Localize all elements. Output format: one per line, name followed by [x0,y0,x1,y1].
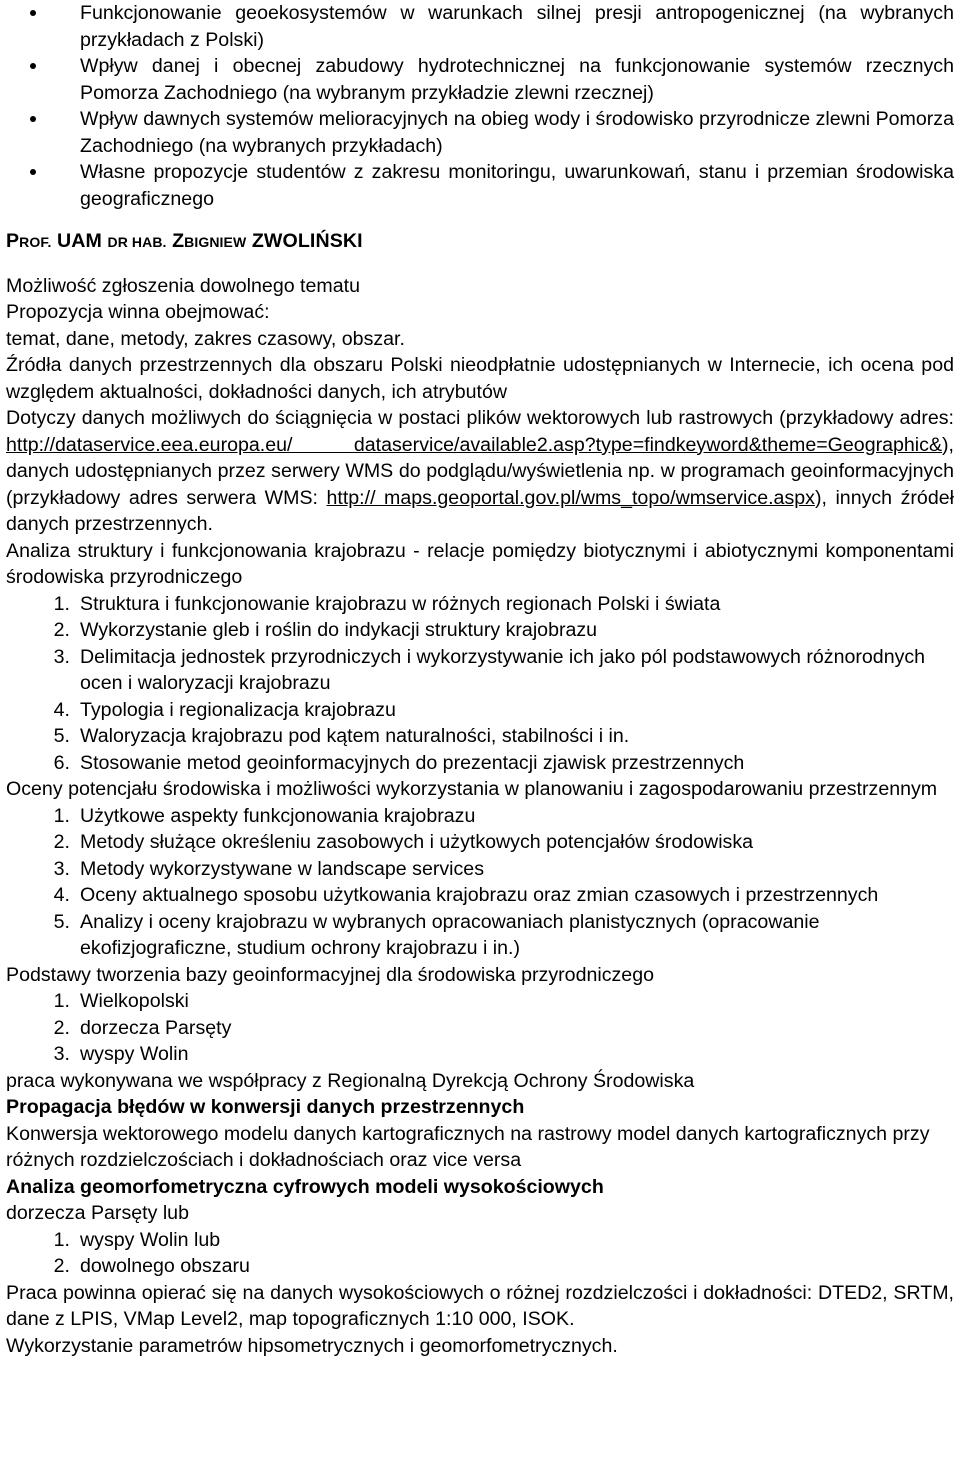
bullet-item: Wpływ dawnych systemów melioracyjnych na obieg wody i środowisko przyrodnicze zlewni Pomorza Zachodniego (na wybranych przykładach) [6,106,954,159]
list-item: 2. dowolnego obszaru [53,1255,250,1277]
intro-line: Propozycja winna obejmować: [6,301,270,323]
errors-text: Konwersja wektorowego modelu danych kartograficznych na rastrowy model danych kartograficznych przy różnych rozdzielczościach i dokładnościach oraz vice versa [6,1122,930,1171]
list-item: 1. Użytkowe aspekty funkcjonowania krajobrazu [53,804,476,827]
landscape-list [6,591,954,777]
intro-line: temat, dane, metody, zakres czasowy, obszar. [6,327,405,350]
dem-text-2: Wykorzystanie parametrów hipsometrycznych i geomorfometrycznych. [6,1334,618,1357]
list-item: 4. Typologia i regionalizacja krajobrazu [53,698,396,721]
list-item: 3. Metody wykorzystywane w landscape services [53,857,485,880]
list-item: 2. dorzecza Parsęty [53,1016,232,1039]
bullet-icon [30,63,36,69]
bullet-icon [30,116,36,122]
list-item: 3. Delimitacja jednostek przyrodniczych i wykorzystywanie ich jako pól podstawowych różnorodnych ocen i waloryzacji krajobrazu [53,645,926,694]
database-note: praca wykonywana we współpracy z Regionalną Dyrekcją Ochrony Środowiska [6,1069,695,1092]
list-item: 2. Metody służące określeniu zasobowych i użytkowych potencjałów środowiska [53,831,754,853]
list-item: 1. Wielkopolski [53,990,189,1012]
list-item: 2. Wykorzystanie gleb i roślin do indykacji struktury krajobrazu [53,619,598,641]
sources-detail-paragraph: Dotyczy danych możliwych do ściągnięcia w postaci plików wektorowych lub rastrowych (przykładowy adres: http://dataservice.eea.europa.eu/ dataservice/available2.asp?type=findkeyword&theme=Geographic&), danych udostępnianych przez serwery WMS do podglądu/wyświetlenia np. w programach geoinformacyjnych (przykładowy adres serwera WMS: http:// maps.geoportal.gov.pl/wms_topo/wmservice.aspx), innych źródeł danych przestrzennych. [6,407,954,535]
sources-paragraph: Źródła danych przestrzennych dla obszaru Polski nieodpłatnie udostępnianych w Internecie, ich ocena pod względem aktualności, dokładności danych, ich atrybutów [6,354,954,403]
list-item: 3. wyspy Wolin [53,1043,189,1065]
dem-title: Analiza geomorfometryczna cyfrowych modeli wysokościowych [6,1175,604,1198]
database-title: Podstawy tworzenia bazy geoinformacyjnej dla środowiska przyrodniczego [6,963,655,986]
list-item: 1. wyspy Wolin lub [53,1228,221,1251]
database-list [6,988,954,1068]
bullet-item: Funkcjonowanie geoekosystemów w warunkach silnej presji antropogenicznej (na wybranych przykładach z Polski) [6,0,954,53]
bullet-icon [30,10,36,16]
list-item: 5. Waloryzacja krajobrazu pod kątem naturalności, stabilności i in. [53,725,630,747]
dem-text: Praca powinna opierać się na danych wysokościowych o różnej rozdzielczości i dokładności: DTED2, SRTM, dane z LPIS, VMap Level2, map topograficznych 1:10 000, ISOK. [6,1281,954,1330]
bullet-item: Wpływ danej i obecnej zabudowy hydrotechnicznej na funkcjonowanie systemów rzecznych Pomorza Zachodniego (na wybranym przykładzie zlewni rzecznej) [6,53,954,106]
list-item: 4. Oceny aktualnego sposobu użytkowania krajobrazu oraz zmian czasowych i przestrzennych [53,884,879,906]
topic-bullet-list [6,0,954,212]
errors-title: Propagacja błędów w konwersji danych przestrzennych [6,1096,525,1118]
potential-title: Oceny potencjału środowiska i możliwości wykorzystania w planowaniu i zagospodarowaniu przestrzennym [6,778,938,800]
landscape-title: Analiza struktury i funkcjonowania krajobrazu - relacje pomiędzy biotycznymi i abiotycznymi komponentami środowiska przyrodniczego [6,539,954,588]
list-item: 5. Analizy i oceny krajobrazu w wybranych opracowaniach planistycznych (opracowanie ekofizjograficzne, studium ochrony krajobrazu i in.) [53,910,820,959]
list-item: 1. Struktura i funkcjonowanie krajobrazu w różnych regionach Polski i świata [53,592,721,615]
dem-list [6,1227,954,1280]
intro-line: Możliwość zgłoszenia dowolnego tematu [6,274,360,297]
bullet-item: Własne propozycje studentów z zakresu monitoringu, uwarunkowań, stanu i przemian środowiska geograficznego [6,159,954,212]
geoportal-link[interactable]: http:// maps.geoportal.gov.pl/wms_topo/wmservice.aspx [326,486,815,509]
bullet-icon [30,169,36,175]
list-item: 6. Stosowanie metod geoinformacyjnych do prezentacji zjawisk przestrzennych [53,751,745,774]
supervisor-heading: PROF. UAM DR HAB. ZBIGNIEW ZWOLIŃSKI [6,230,363,252]
potential-list [6,803,954,962]
dem-intro: dorzecza Parsęty lub [6,1202,189,1224]
dataservice-link[interactable]: http://dataservice.eea.europa.eu/ dataservice/available2.asp?type=findkeyword&theme=Geographic& [6,433,943,456]
